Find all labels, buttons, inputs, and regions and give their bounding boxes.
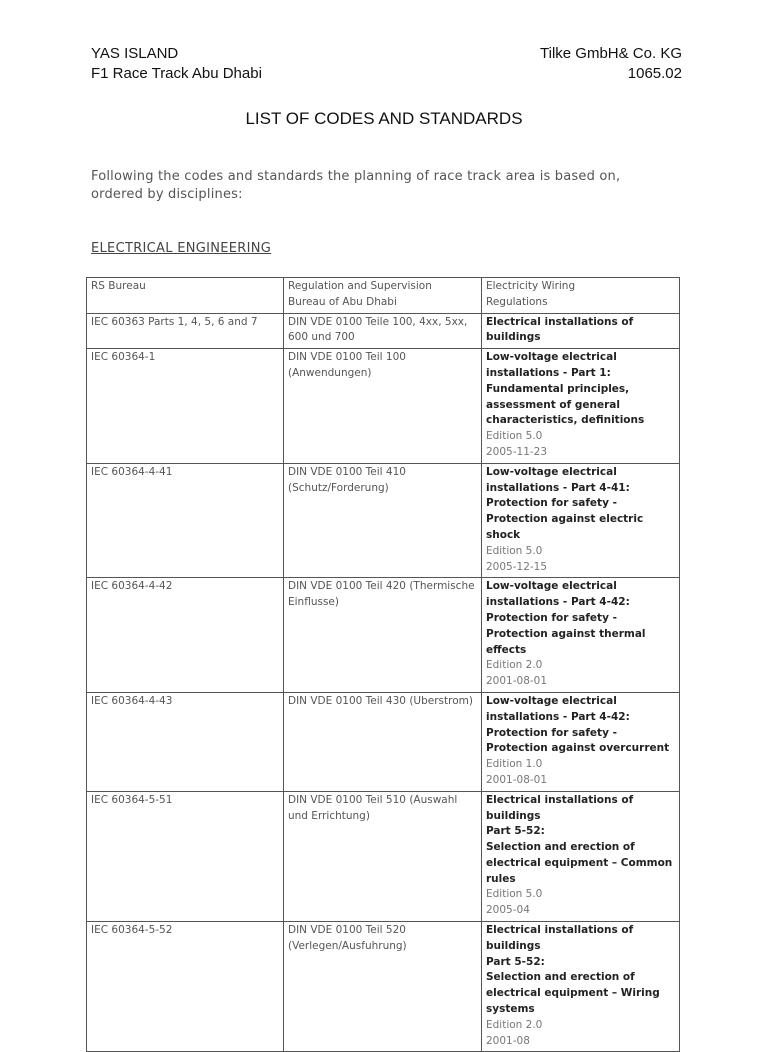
regulation-cell [482, 313, 680, 349]
table-row [87, 922, 680, 1052]
edition-date: 2005-04 [486, 904, 530, 917]
regulation-cell [482, 922, 680, 1052]
table-row [87, 349, 680, 464]
intro-line: Following the codes and standards the planning of race track area is based on, [91, 169, 621, 184]
iec-code: IEC 60363 Parts 1, 4, 5, 6 and 7 [91, 315, 258, 328]
table-header-row [87, 278, 680, 314]
table-row [87, 313, 680, 349]
header-left [91, 44, 262, 84]
regulation-cell [482, 463, 680, 578]
din-cell [284, 692, 482, 791]
iec-code: IEC 60364-5-52 [91, 924, 173, 937]
section-heading: ELECTRICAL ENGINEERING [91, 241, 272, 256]
din-cell [284, 791, 482, 921]
table-row [87, 692, 680, 791]
table-row [87, 578, 680, 693]
edition-label: Edition 2.0 [486, 1018, 543, 1031]
din-cell [284, 349, 482, 464]
iec-cell [87, 313, 284, 349]
din-cell [284, 922, 482, 1052]
edition-label: Edition 5.0 [486, 430, 543, 443]
regulation-title: Low-voltage electrical installations - Part 4-41: Protection for safety - Protection against electric shock [486, 465, 644, 541]
din-code: DIN VDE 0100 Teil 100 (Anwendungen) [288, 351, 406, 379]
edition-label: Edition 5.0 [486, 888, 543, 901]
header-label: Regulations [486, 295, 548, 308]
regulation-cell [482, 692, 680, 791]
header-cell-wiring [482, 278, 680, 314]
iec-cell [87, 463, 284, 578]
din-code: DIN VDE 0100 Teile 100, 4xx, 5xx, 600 und 700 [288, 315, 468, 344]
regulation-title: Low-voltage electrical installations - Part 4-42: Protection for safety - Protection against thermal effects [486, 580, 646, 656]
din-cell [284, 578, 482, 693]
regulation-title: Electrical installations of buildings Part 5-52: Selection and erection of electrical equipment – Wiring systems [486, 924, 660, 1016]
edition-date: 2001-08 [486, 1034, 530, 1047]
iec-cell [87, 692, 284, 791]
project-subtitle: F1 Race Track Abu Dhabi [91, 65, 262, 82]
header-cell-regulation [284, 278, 482, 314]
header-label: Electricity Wiring [486, 280, 576, 292]
din-code: DIN VDE 0100 Teil 520 (Verlegen/Ausfuhrung) [288, 924, 407, 952]
codes-table [86, 277, 680, 1052]
regulation-title: Electrical installations of buildings Part 5-52: Selection and erection of electrical equipment – Common rules [486, 793, 673, 885]
header-cell-rs-bureau [87, 278, 284, 314]
table-row [87, 463, 680, 578]
header-label: RS Bureau [91, 280, 146, 292]
intro-paragraph [91, 168, 651, 204]
iec-code: IEC 60364-4-43 [91, 694, 173, 707]
intro-line: ordered by disciplines: [91, 187, 243, 202]
table-row [87, 791, 680, 921]
din-code: DIN VDE 0100 Teil 510 (Auswahl und Errichtung) [288, 793, 458, 822]
din-cell [284, 313, 482, 349]
header-label: Bureau of Abu Dhabi [288, 295, 397, 308]
iec-code: IEC 60364-5-51 [91, 793, 173, 806]
regulation-cell [482, 791, 680, 921]
iec-code: IEC 60364-1 [91, 351, 156, 364]
edition-date: 2001-08-01 [486, 675, 548, 688]
iec-cell [87, 349, 284, 464]
regulation-cell [482, 349, 680, 464]
regulation-cell [482, 578, 680, 693]
document-title: LIST OF CODES AND STANDARDS [245, 109, 523, 128]
iec-code: IEC 60364-4-42 [91, 580, 173, 593]
iec-cell [87, 791, 284, 921]
edition-label: Edition 2.0 [486, 659, 543, 672]
din-cell [284, 463, 482, 578]
header-label: Regulation and Supervision [288, 280, 432, 292]
project-name: YAS ISLAND [91, 45, 179, 62]
regulation-title: Electrical installations of buildings [486, 315, 634, 344]
edition-date: 2001-08-01 [486, 773, 548, 786]
edition-label: Edition 5.0 [486, 544, 543, 557]
edition-date: 2005-11-23 [486, 445, 548, 458]
iec-cell [87, 922, 284, 1052]
document-number: 1065.02 [627, 65, 682, 82]
edition-date: 2005-12-15 [486, 560, 548, 573]
edition-label: Edition 1.0 [486, 758, 543, 771]
iec-cell [87, 578, 284, 693]
header-right [540, 44, 682, 84]
iec-code: IEC 60364-4-41 [91, 465, 173, 478]
company-name: Tilke GmbH& Co. KG [540, 45, 682, 62]
din-code: DIN VDE 0100 Teil 430 (Uberstrom) [288, 694, 473, 707]
din-code: DIN VDE 0100 Teil 420 (Thermische Einflusse) [288, 580, 475, 609]
din-code: DIN VDE 0100 Teil 410 (Schutz/Forderung) [288, 465, 406, 494]
regulation-title: Low-voltage electrical installations - Part 4-42: Protection for safety - Protection against overcurrent [486, 694, 670, 755]
regulation-title: Low-voltage electrical installations - Part 1: Fundamental principles, assessment of general characteristics, definitions [486, 351, 645, 427]
